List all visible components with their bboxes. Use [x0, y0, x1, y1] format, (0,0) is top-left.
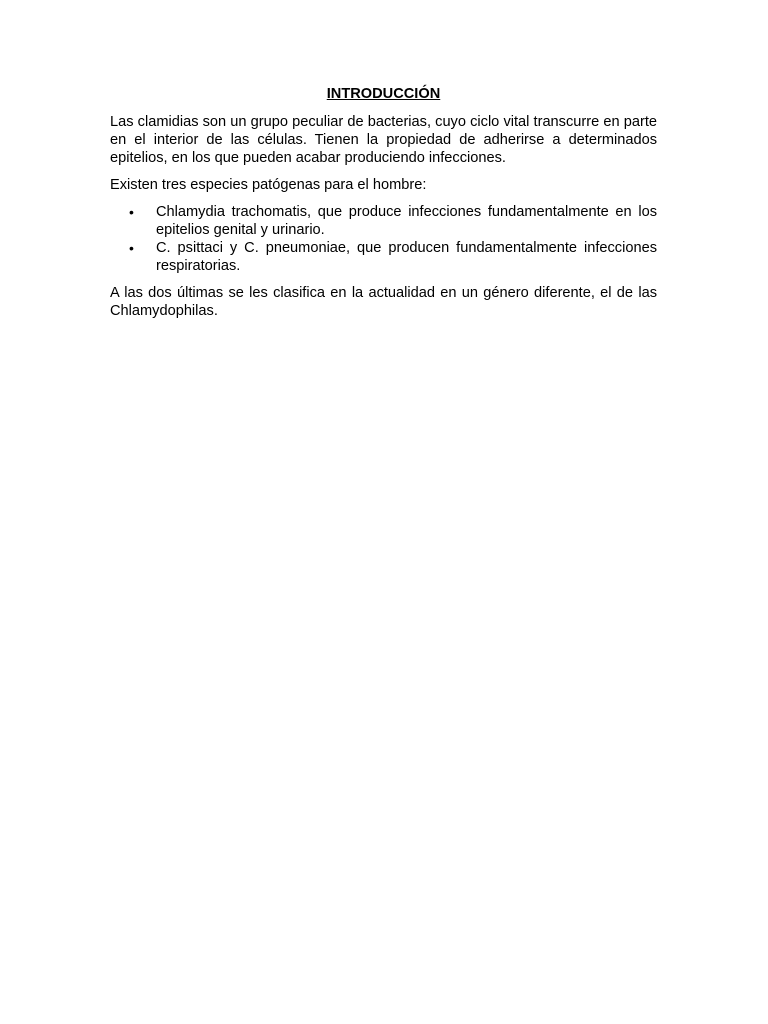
list-item: [110, 239, 657, 275]
list-item: [110, 203, 657, 239]
species-intro-paragraph: Existen tres especies patógenas para el hombre:: [110, 177, 427, 193]
list-item-text: C. psittaci y C. pneumoniae, que producen fundamentalmente infecciones respiratorias.: [156, 240, 657, 274]
document-page: [110, 84, 657, 329]
bullet-icon: •: [129, 204, 134, 220]
list-item-text: Chlamydia trachomatis, que produce infecciones fundamentalmente en los epitelios genital y urinario.: [156, 204, 657, 238]
closing-paragraph: A las dos últimas se les clasifica en la actualidad en un género diferente, el de las Chlamydophilas.: [110, 285, 657, 319]
intro-paragraph: Las clamidias son un grupo peculiar de bacterias, cuyo ciclo vital transcurre en parte en el interior de las células. Tienen la propiedad de adherirse a determinados epitelios, en los que pueden acabar produciendo infecciones.: [110, 114, 657, 166]
bullet-icon: •: [129, 240, 134, 256]
document-title: INTRODUCCIÓN: [326, 86, 441, 102]
species-list: [110, 203, 657, 275]
